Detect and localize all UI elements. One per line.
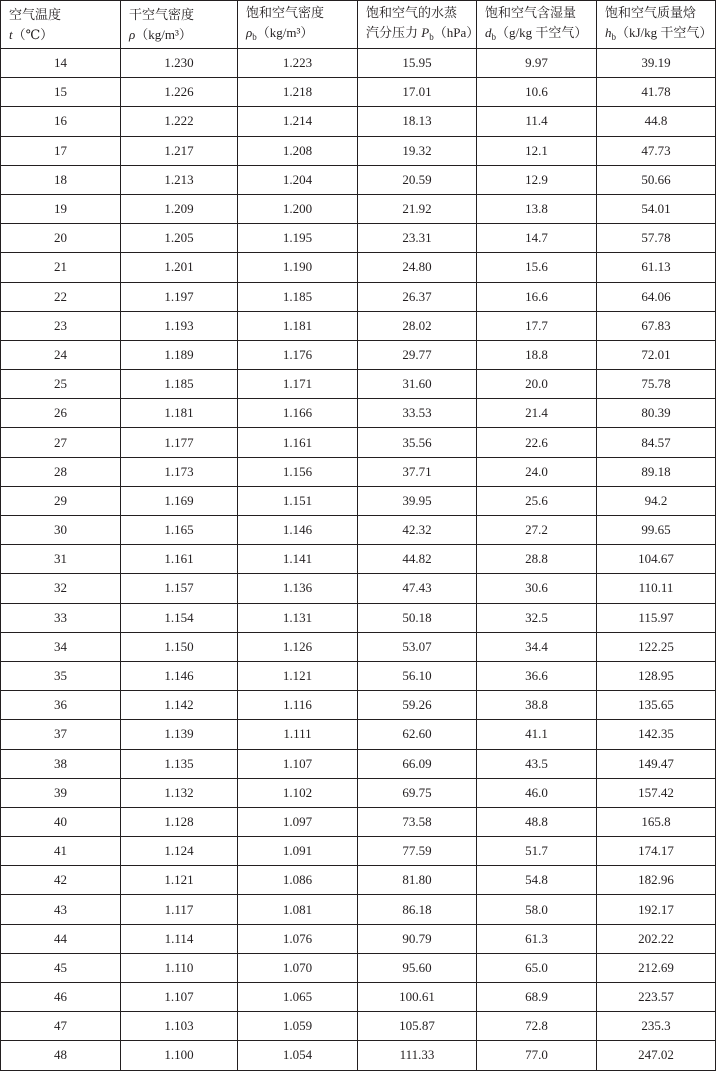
table-row [1,49,716,78]
vapor-pressure-cell: 111.33 [358,1041,477,1070]
temperature-cell: 29 [1,486,121,515]
enthalpy-cell: 94.2 [597,486,716,515]
moisture-content-cell: 12.1 [477,136,597,165]
vapor-pressure-cell: 56.10 [358,661,477,690]
moisture-content-cell: 13.8 [477,194,597,223]
header-saturated-air-density-unit: （kg/m³） [256,24,314,40]
temperature-cell: 48 [1,1041,121,1070]
moisture-content-cell: 38.8 [477,691,597,720]
table-row [1,428,716,457]
dry-air-density-cell: 1.107 [121,983,238,1012]
header-row [1,1,716,49]
header-saturated-air-density-title: 饱和空气密度 [246,4,325,20]
temperature-cell: 30 [1,516,121,545]
dry-air-density-cell: 1.124 [121,837,238,866]
saturated-air-density-cell: 1.208 [238,136,358,165]
moisture-content-cell: 34.4 [477,632,597,661]
moisture-content-cell: 14.7 [477,224,597,253]
moisture-content-cell: 72.8 [477,1012,597,1041]
table-row [1,983,716,1012]
moisture-content-cell: 15.6 [477,253,597,282]
enthalpy-cell: 89.18 [597,457,716,486]
enthalpy-cell: 182.96 [597,866,716,895]
table-row [1,953,716,982]
moisture-content-cell: 10.6 [477,78,597,107]
saturated-air-density-cell: 1.161 [238,428,358,457]
table-row [1,603,716,632]
header-moisture-content-symbol: d [485,24,492,40]
dry-air-density-cell: 1.161 [121,545,238,574]
saturated-air-density-cell: 1.151 [238,486,358,515]
moisture-content-cell: 51.7 [477,837,597,866]
temperature-cell: 37 [1,720,121,749]
moisture-content-cell: 48.8 [477,807,597,836]
enthalpy-cell: 157.42 [597,778,716,807]
temperature-cell: 39 [1,778,121,807]
header-moisture-content-subscript: b [491,31,496,42]
vapor-pressure-cell: 95.60 [358,953,477,982]
temperature-cell: 24 [1,340,121,369]
saturated-air-density-cell: 1.111 [238,720,358,749]
saturated-air-density-cell: 1.190 [238,253,358,282]
moisture-content-cell: 24.0 [477,457,597,486]
table-row [1,136,716,165]
header-vapor-pressure-unit: （hPa） [433,24,480,40]
temperature-cell: 22 [1,282,121,311]
moisture-content-cell: 65.0 [477,953,597,982]
saturated-air-density-cell: 1.176 [238,340,358,369]
header-vapor-pressure-subscript: b [429,31,434,42]
table-row [1,778,716,807]
saturated-air-density-cell: 1.195 [238,224,358,253]
table-row [1,1012,716,1041]
enthalpy-cell: 84.57 [597,428,716,457]
enthalpy-cell: 44.8 [597,107,716,136]
saturated-air-density-cell: 1.146 [238,516,358,545]
saturated-air-density-cell: 1.081 [238,895,358,924]
temperature-cell: 44 [1,924,121,953]
moisture-content-cell: 28.8 [477,545,597,574]
dry-air-density-cell: 1.185 [121,370,238,399]
vapor-pressure-cell: 66.09 [358,749,477,778]
dry-air-density-cell: 1.165 [121,516,238,545]
dry-air-density-cell: 1.121 [121,866,238,895]
table-row [1,340,716,369]
temperature-cell: 32 [1,574,121,603]
dry-air-density-cell: 1.177 [121,428,238,457]
moisture-content-cell: 25.6 [477,486,597,515]
table-row [1,749,716,778]
enthalpy-cell: 122.25 [597,632,716,661]
temperature-cell: 18 [1,165,121,194]
enthalpy-cell: 247.02 [597,1041,716,1070]
vapor-pressure-cell: 73.58 [358,807,477,836]
header-temperature-unit: （℃） [12,26,54,42]
temperature-cell: 26 [1,399,121,428]
table-row [1,837,716,866]
saturated-air-density-cell: 1.131 [238,603,358,632]
saturated-air-density-cell: 1.223 [238,49,358,78]
temperature-cell: 38 [1,749,121,778]
moisture-content-cell: 18.8 [477,340,597,369]
vapor-pressure-cell: 37.71 [358,457,477,486]
temperature-cell: 17 [1,136,121,165]
dry-air-density-cell: 1.217 [121,136,238,165]
enthalpy-cell: 72.01 [597,340,716,369]
saturated-air-density-cell: 1.107 [238,749,358,778]
enthalpy-cell: 115.97 [597,603,716,632]
dry-air-density-cell: 1.201 [121,253,238,282]
temperature-cell: 41 [1,837,121,866]
dry-air-density-cell: 1.110 [121,953,238,982]
table-row [1,107,716,136]
vapor-pressure-cell: 33.53 [358,399,477,428]
table-row [1,311,716,340]
temperature-cell: 19 [1,194,121,223]
temperature-cell: 33 [1,603,121,632]
moisture-content-cell: 68.9 [477,983,597,1012]
vapor-pressure-cell: 15.95 [358,49,477,78]
moisture-content-cell: 12.9 [477,165,597,194]
saturated-air-density-cell: 1.059 [238,1012,358,1041]
temperature-cell: 43 [1,895,121,924]
dry-air-density-cell: 1.142 [121,691,238,720]
dry-air-density-cell: 1.100 [121,1041,238,1070]
dry-air-density-cell: 1.209 [121,194,238,223]
vapor-pressure-cell: 81.80 [358,866,477,895]
vapor-pressure-cell: 42.32 [358,516,477,545]
saturated-air-density-cell: 1.097 [238,807,358,836]
header-enthalpy [597,1,716,49]
dry-air-density-cell: 1.150 [121,632,238,661]
vapor-pressure-cell: 90.79 [358,924,477,953]
table-row [1,720,716,749]
temperature-cell: 31 [1,545,121,574]
moisture-content-cell: 46.0 [477,778,597,807]
enthalpy-cell: 110.11 [597,574,716,603]
moisture-content-cell: 61.3 [477,924,597,953]
moisture-content-cell: 22.6 [477,428,597,457]
moisture-content-cell: 41.1 [477,720,597,749]
moisture-content-cell: 32.5 [477,603,597,632]
saturated-air-density-cell: 1.166 [238,399,358,428]
table-row [1,486,716,515]
dry-air-density-cell: 1.173 [121,457,238,486]
header-moisture-content [477,1,597,49]
table-row [1,370,716,399]
saturated-air-density-cell: 1.126 [238,632,358,661]
temperature-cell: 42 [1,866,121,895]
moisture-content-cell: 77.0 [477,1041,597,1070]
table-row [1,924,716,953]
header-saturated-air-density-subscript: b [252,31,257,42]
header-enthalpy-title: 饱和空气质量焓 [605,4,697,20]
enthalpy-cell: 80.39 [597,399,716,428]
temperature-cell: 36 [1,691,121,720]
dry-air-density-cell: 1.193 [121,311,238,340]
vapor-pressure-cell: 100.61 [358,983,477,1012]
saturated-air-density-cell: 1.086 [238,866,358,895]
table-row [1,574,716,603]
table-row [1,895,716,924]
moisture-content-cell: 27.2 [477,516,597,545]
table-row [1,516,716,545]
header-moisture-content-unit: （g/kg 干空气） [496,24,588,40]
temperature-cell: 20 [1,224,121,253]
header-dry-air-density-symbol: ρ [129,26,136,42]
vapor-pressure-cell: 62.60 [358,720,477,749]
dry-air-density-cell: 1.205 [121,224,238,253]
saturated-air-density-cell: 1.218 [238,78,358,107]
saturated-air-density-cell: 1.102 [238,778,358,807]
header-enthalpy-unit: （kJ/kg 干空气） [616,24,713,40]
moisture-content-cell: 11.4 [477,107,597,136]
saturated-air-density-cell: 1.116 [238,691,358,720]
header-enthalpy-subscript: b [611,31,616,42]
vapor-pressure-cell: 28.02 [358,311,477,340]
enthalpy-cell: 50.66 [597,165,716,194]
saturated-air-density-cell: 1.065 [238,983,358,1012]
saturated-air-density-cell: 1.054 [238,1041,358,1070]
vapor-pressure-cell: 24.80 [358,253,477,282]
saturated-air-density-cell: 1.171 [238,370,358,399]
moisture-content-cell: 58.0 [477,895,597,924]
vapor-pressure-cell: 105.87 [358,1012,477,1041]
enthalpy-cell: 212.69 [597,953,716,982]
enthalpy-cell: 174.17 [597,837,716,866]
temperature-cell: 45 [1,953,121,982]
dry-air-density-cell: 1.117 [121,895,238,924]
saturated-air-density-cell: 1.185 [238,282,358,311]
temperature-cell: 23 [1,311,121,340]
table-row [1,399,716,428]
temperature-cell: 35 [1,661,121,690]
temperature-cell: 40 [1,807,121,836]
moisture-content-cell: 20.0 [477,370,597,399]
vapor-pressure-cell: 26.37 [358,282,477,311]
enthalpy-cell: 64.06 [597,282,716,311]
table-row [1,78,716,107]
table-row [1,866,716,895]
header-saturated-air-density-symbol: ρ [246,24,253,40]
temperature-cell: 16 [1,107,121,136]
table-row [1,457,716,486]
saturated-air-density-cell: 1.141 [238,545,358,574]
vapor-pressure-cell: 20.59 [358,165,477,194]
header-dry-air-density-title: 干空气密度 [129,6,195,22]
header-temperature-title: 空气温度 [9,6,62,22]
table-row [1,661,716,690]
vapor-pressure-cell: 19.32 [358,136,477,165]
dry-air-density-cell: 1.213 [121,165,238,194]
header-vapor-pressure [358,1,480,49]
temperature-cell: 14 [1,49,121,78]
dry-air-density-cell: 1.181 [121,399,238,428]
table-body [1,49,716,1071]
temperature-cell: 34 [1,632,121,661]
vapor-pressure-cell: 44.82 [358,545,477,574]
enthalpy-cell: 57.78 [597,224,716,253]
enthalpy-cell: 235.3 [597,1012,716,1041]
enthalpy-cell: 149.47 [597,749,716,778]
moisture-content-cell: 21.4 [477,399,597,428]
vapor-pressure-cell: 47.43 [358,574,477,603]
vapor-pressure-cell: 21.92 [358,194,477,223]
saturated-air-density-cell: 1.070 [238,953,358,982]
vapor-pressure-cell: 59.26 [358,691,477,720]
dry-air-density-cell: 1.169 [121,486,238,515]
table-row [1,165,716,194]
table-row [1,194,716,223]
dry-air-density-cell: 1.157 [121,574,238,603]
enthalpy-cell: 104.67 [597,545,716,574]
vapor-pressure-cell: 77.59 [358,837,477,866]
table-header [1,1,716,49]
enthalpy-cell: 67.83 [597,311,716,340]
table-row [1,253,716,282]
moisture-content-cell: 30.6 [477,574,597,603]
enthalpy-cell: 192.17 [597,895,716,924]
saturated-air-density-cell: 1.204 [238,165,358,194]
header-dry-air-density-unit: （kg/m³） [135,26,192,42]
temperature-cell: 28 [1,457,121,486]
enthalpy-cell: 202.22 [597,924,716,953]
header-temperature-symbol: t [9,26,13,42]
table-row [1,807,716,836]
enthalpy-cell: 135.65 [597,691,716,720]
table-row [1,632,716,661]
moisture-content-cell: 9.97 [477,49,597,78]
enthalpy-cell: 41.78 [597,78,716,107]
enthalpy-cell: 142.35 [597,720,716,749]
header-temperature [1,1,121,49]
vapor-pressure-cell: 31.60 [358,370,477,399]
header-vapor-pressure-symbol: P [421,24,430,40]
enthalpy-cell: 75.78 [597,370,716,399]
dry-air-density-cell: 1.128 [121,807,238,836]
vapor-pressure-cell: 23.31 [358,224,477,253]
dry-air-density-cell: 1.154 [121,603,238,632]
moisture-content-cell: 36.6 [477,661,597,690]
dry-air-density-cell: 1.226 [121,78,238,107]
enthalpy-cell: 47.73 [597,136,716,165]
dry-air-density-cell: 1.139 [121,720,238,749]
moisture-content-cell: 43.5 [477,749,597,778]
temperature-cell: 46 [1,983,121,1012]
enthalpy-cell: 99.65 [597,516,716,545]
header-vapor-pressure-prefix: 汽分压力 [366,24,422,40]
temperature-cell: 47 [1,1012,121,1041]
saturated-air-density-cell: 1.091 [238,837,358,866]
enthalpy-cell: 128.95 [597,661,716,690]
vapor-pressure-cell: 86.18 [358,895,477,924]
enthalpy-cell: 54.01 [597,194,716,223]
table-row [1,691,716,720]
dry-air-density-cell: 1.135 [121,749,238,778]
enthalpy-cell: 223.57 [597,983,716,1012]
dry-air-density-cell: 1.103 [121,1012,238,1041]
vapor-pressure-cell: 50.18 [358,603,477,632]
dry-air-density-cell: 1.114 [121,924,238,953]
header-vapor-pressure-title: 饱和空气的水蒸 [366,4,458,20]
saturated-air-density-cell: 1.136 [238,574,358,603]
temperature-cell: 27 [1,428,121,457]
moisture-content-cell: 17.7 [477,311,597,340]
vapor-pressure-cell: 69.75 [358,778,477,807]
table-row [1,224,716,253]
saturated-air-density-cell: 1.121 [238,661,358,690]
saturated-air-density-cell: 1.076 [238,924,358,953]
vapor-pressure-cell: 18.13 [358,107,477,136]
moisture-content-cell: 16.6 [477,282,597,311]
saturated-air-density-cell: 1.214 [238,107,358,136]
table-row [1,282,716,311]
enthalpy-cell: 61.13 [597,253,716,282]
header-enthalpy-symbol: h [605,24,612,40]
temperature-cell: 21 [1,253,121,282]
vapor-pressure-cell: 53.07 [358,632,477,661]
header-dry-air-density [121,1,238,49]
table-row [1,545,716,574]
temperature-cell: 15 [1,78,121,107]
vapor-pressure-cell: 17.01 [358,78,477,107]
vapor-pressure-cell: 29.77 [358,340,477,369]
vapor-pressure-cell: 35.56 [358,428,477,457]
saturated-air-density-cell: 1.181 [238,311,358,340]
moisture-content-cell: 54.8 [477,866,597,895]
header-saturated-air-density [238,1,358,49]
dry-air-density-cell: 1.222 [121,107,238,136]
saturated-air-density-cell: 1.200 [238,194,358,223]
table-row [1,1041,716,1070]
header-moisture-content-title: 饱和空气含湿量 [485,4,577,20]
vapor-pressure-cell: 39.95 [358,486,477,515]
enthalpy-cell: 165.8 [597,807,716,836]
saturated-air-density-cell: 1.156 [238,457,358,486]
dry-air-density-cell: 1.132 [121,778,238,807]
dry-air-density-cell: 1.230 [121,49,238,78]
enthalpy-cell: 39.19 [597,49,716,78]
dry-air-density-cell: 1.197 [121,282,238,311]
dry-air-density-cell: 1.189 [121,340,238,369]
dry-air-density-cell: 1.146 [121,661,238,690]
temperature-cell: 25 [1,370,121,399]
